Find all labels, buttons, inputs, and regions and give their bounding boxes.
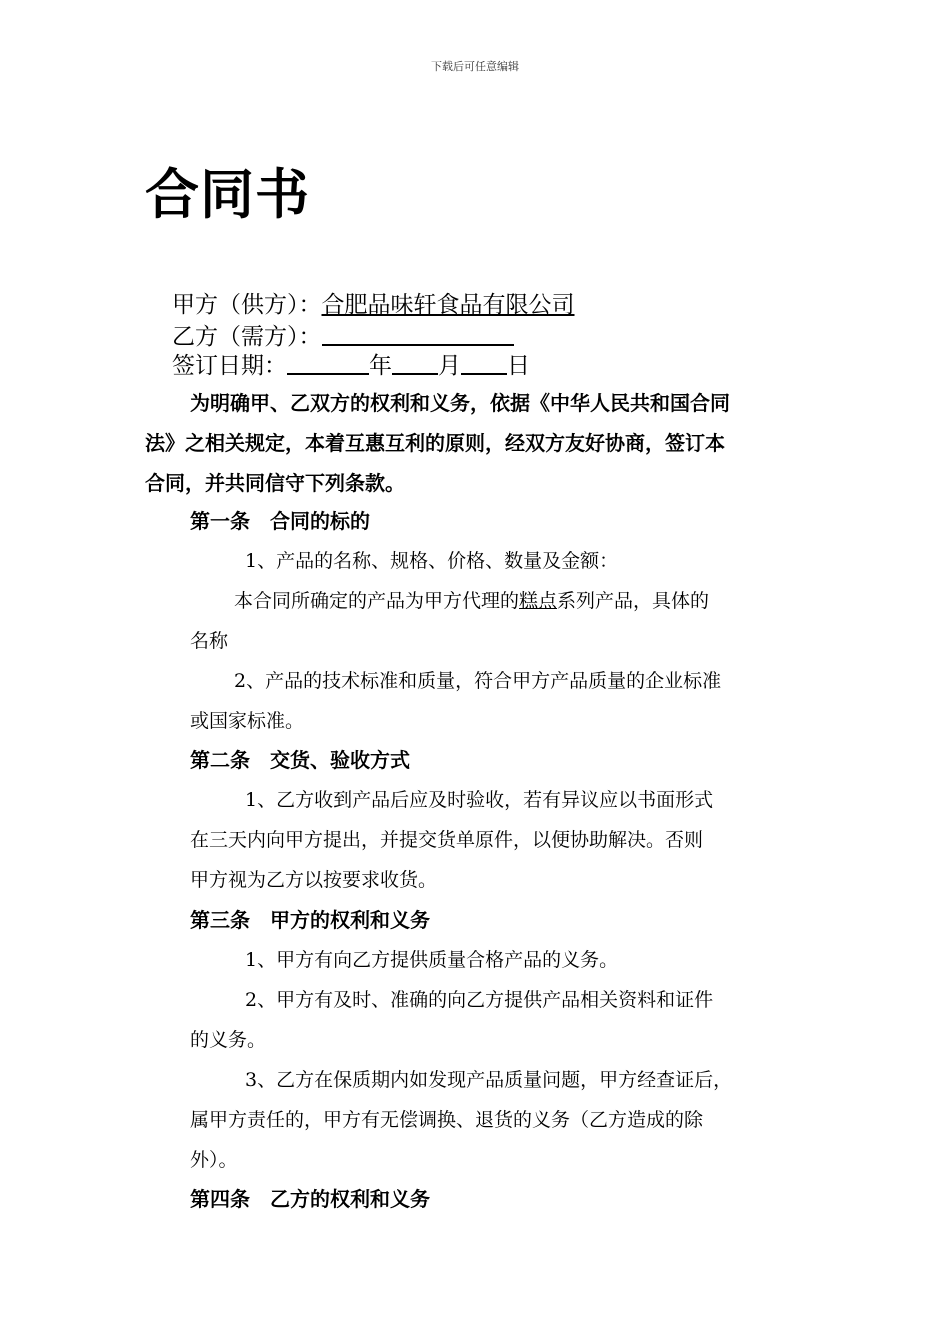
article-3-item-2-line-1: 2、甲方有及时、准确的向乙方提供产品相关资料和证件 — [245, 989, 714, 1011]
document-title: 合同书 — [145, 163, 310, 226]
party-a-line — [172, 290, 575, 320]
year-label: 年 — [369, 353, 392, 379]
day-blank — [461, 349, 507, 375]
article-2-item-1-line-1: 1、乙方收到产品后应及时验收，若有异议应以书面形式 — [245, 789, 714, 811]
article-1-item-1-text-after: 系列产品，具体的 — [557, 590, 710, 612]
article-3-item-3-line-2: 属甲方责任的，甲方有无偿调换、退货的义务（乙方造成的除 — [190, 1109, 704, 1131]
article-1-item-2-line-2: 或国家标准。 — [190, 710, 305, 732]
product-type: 糕点 — [519, 590, 558, 612]
party-a-label: 甲方（供方）： — [172, 292, 322, 318]
article-1-item-1: 1、产品的名称、规格、价格、数量及金额： — [245, 550, 619, 572]
sign-date-label: 签订日期： — [172, 353, 287, 379]
article-1-heading: 第一条 合同的标的 — [190, 509, 370, 533]
page-header-note: 下载后可任意编辑 — [431, 60, 519, 73]
article-3-heading: 第三条 甲方的权利和义务 — [190, 908, 430, 932]
intro-line-2: 法》之相关规定，本着互惠互利的原则，经双方友好协商，签订本 — [145, 431, 725, 455]
article-1-item-1-text — [234, 581, 709, 621]
day-label: 日 — [507, 353, 530, 379]
year-blank — [287, 349, 369, 375]
party-b-line — [172, 320, 514, 352]
month-blank — [392, 349, 438, 375]
article-1-item-2-line-1: 2、产品的技术标准和质量，符合甲方产品质量的企业标准 — [234, 670, 722, 692]
article-3-item-2-line-2: 的义务。 — [190, 1029, 267, 1051]
intro-line-1: 为明确甲、乙双方的权利和义务，依据《中华人民共和国合同 — [190, 391, 730, 415]
intro-line-3: 合同，并共同信守下列条款。 — [145, 471, 405, 495]
article-1-item-1-text-before: 本合同所确定的产品为甲方代理的 — [234, 590, 520, 612]
article-4-heading: 第四条 乙方的权利和义务 — [190, 1187, 430, 1211]
month-label: 月 — [438, 353, 461, 379]
article-2-item-1-line-3: 甲方视为乙方以按要求收货。 — [190, 869, 438, 891]
sign-date-line — [172, 349, 530, 381]
party-b-blank — [322, 320, 514, 346]
article-3-item-3-line-3: 外）。 — [190, 1149, 238, 1171]
article-1-item-1-text-line-2: 名称 — [190, 630, 229, 652]
party-a-value: 合肥品味轩食品有限公司 — [321, 292, 575, 318]
article-2-item-1-line-2: 在三天内向甲方提出，并提交货单原件，以便协助解决。否则 — [190, 829, 704, 851]
article-3-item-1: 1、甲方有向乙方提供质量合格产品的义务。 — [245, 949, 619, 971]
article-3-item-3-line-1: 3、乙方在保质期内如发现产品质量问题，甲方经查证后， — [245, 1069, 733, 1091]
article-2-heading: 第二条 交货、验收方式 — [190, 748, 410, 772]
party-b-label: 乙方（需方）： — [172, 324, 322, 350]
